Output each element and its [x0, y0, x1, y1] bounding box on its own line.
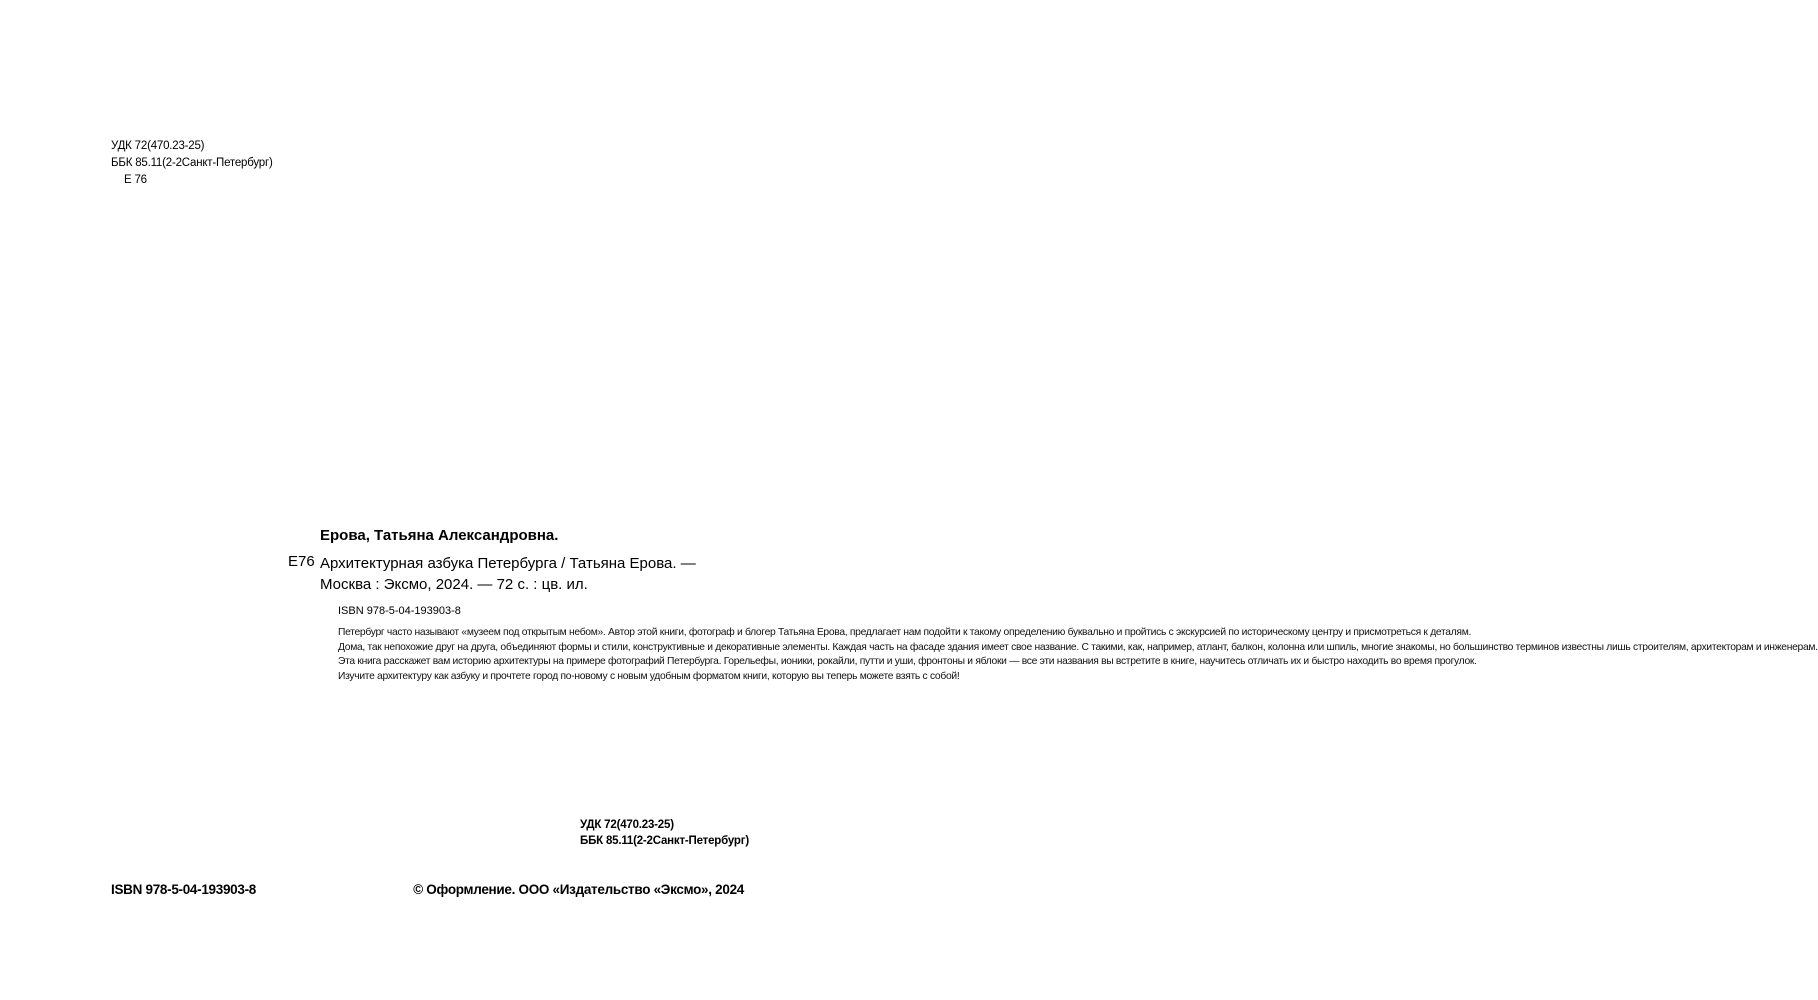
bibliographic-title: Архитектурная азбука Петербурга / Татьяна Ерова. — Москва : Эксмо, 2024. — 72 с. : цв. ил. [320, 555, 696, 593]
annotation-paragraph: Эта книга расскажет вам историю архитектуры на примере фотографий Петербурга. Горельефы, ионики, рокайли, путти и уши, фронтоны и яблоки — все эти названия вы встретите в книге, научитесь отличать их и быстро находить во время прогулок. [338, 656, 1477, 668]
annotation-paragraph: Дома, так непохожие друг на друга, объединяют формы и стили, конструктивные и декоративные элементы. Каждая часть на фасаде здания имеет свое название. С такими, как, например, атлант, балкон, колонна или шпиль, многие знакомы, но большинство терминов известны лишь строителям, архитекторам и инженерам. [338, 641, 1818, 653]
author-mark: Е 76 [124, 174, 147, 186]
author-mark-code: Е76 [288, 553, 315, 570]
annotation-paragraph: Петербург часто называют «музеем под открытым небом». Автор этой книги, фотограф и блогер Татьяна Ерова, предлагает нам подойти к такому определению буквально и пройтись с экскурсией по историческому центру и присмотреться к деталям. [338, 627, 1472, 638]
bbk-code: ББК 85.11(2-2Санкт-Петербург) [111, 157, 273, 169]
catalog-codes-bottom [580, 817, 749, 849]
bbk-code: ББК 85.11(2-2Санкт-Петербург) [580, 835, 749, 847]
catalog-codes-top [111, 138, 273, 189]
isbn-footer: ISBN 978-5-04-193903-8 [111, 882, 256, 897]
udk-code: УДК 72(470.23-25) [580, 819, 674, 831]
annotation [320, 626, 1818, 684]
author-heading: Ерова, Татьяна Александровна. [320, 527, 559, 544]
annotation-paragraph: Изучите архитектуру как азбуку и прочтете город по-новому с новым удобным форматом книги, которую вы теперь можете взять с собой! [338, 670, 960, 682]
copyright-notice: © Оформление. ООО «Издательство «Эксмо», 2024 [413, 882, 744, 897]
udk-code: УДК 72(470.23-25) [111, 140, 205, 152]
isbn-entry: ISBN 978-5-04-193903-8 [338, 605, 461, 617]
